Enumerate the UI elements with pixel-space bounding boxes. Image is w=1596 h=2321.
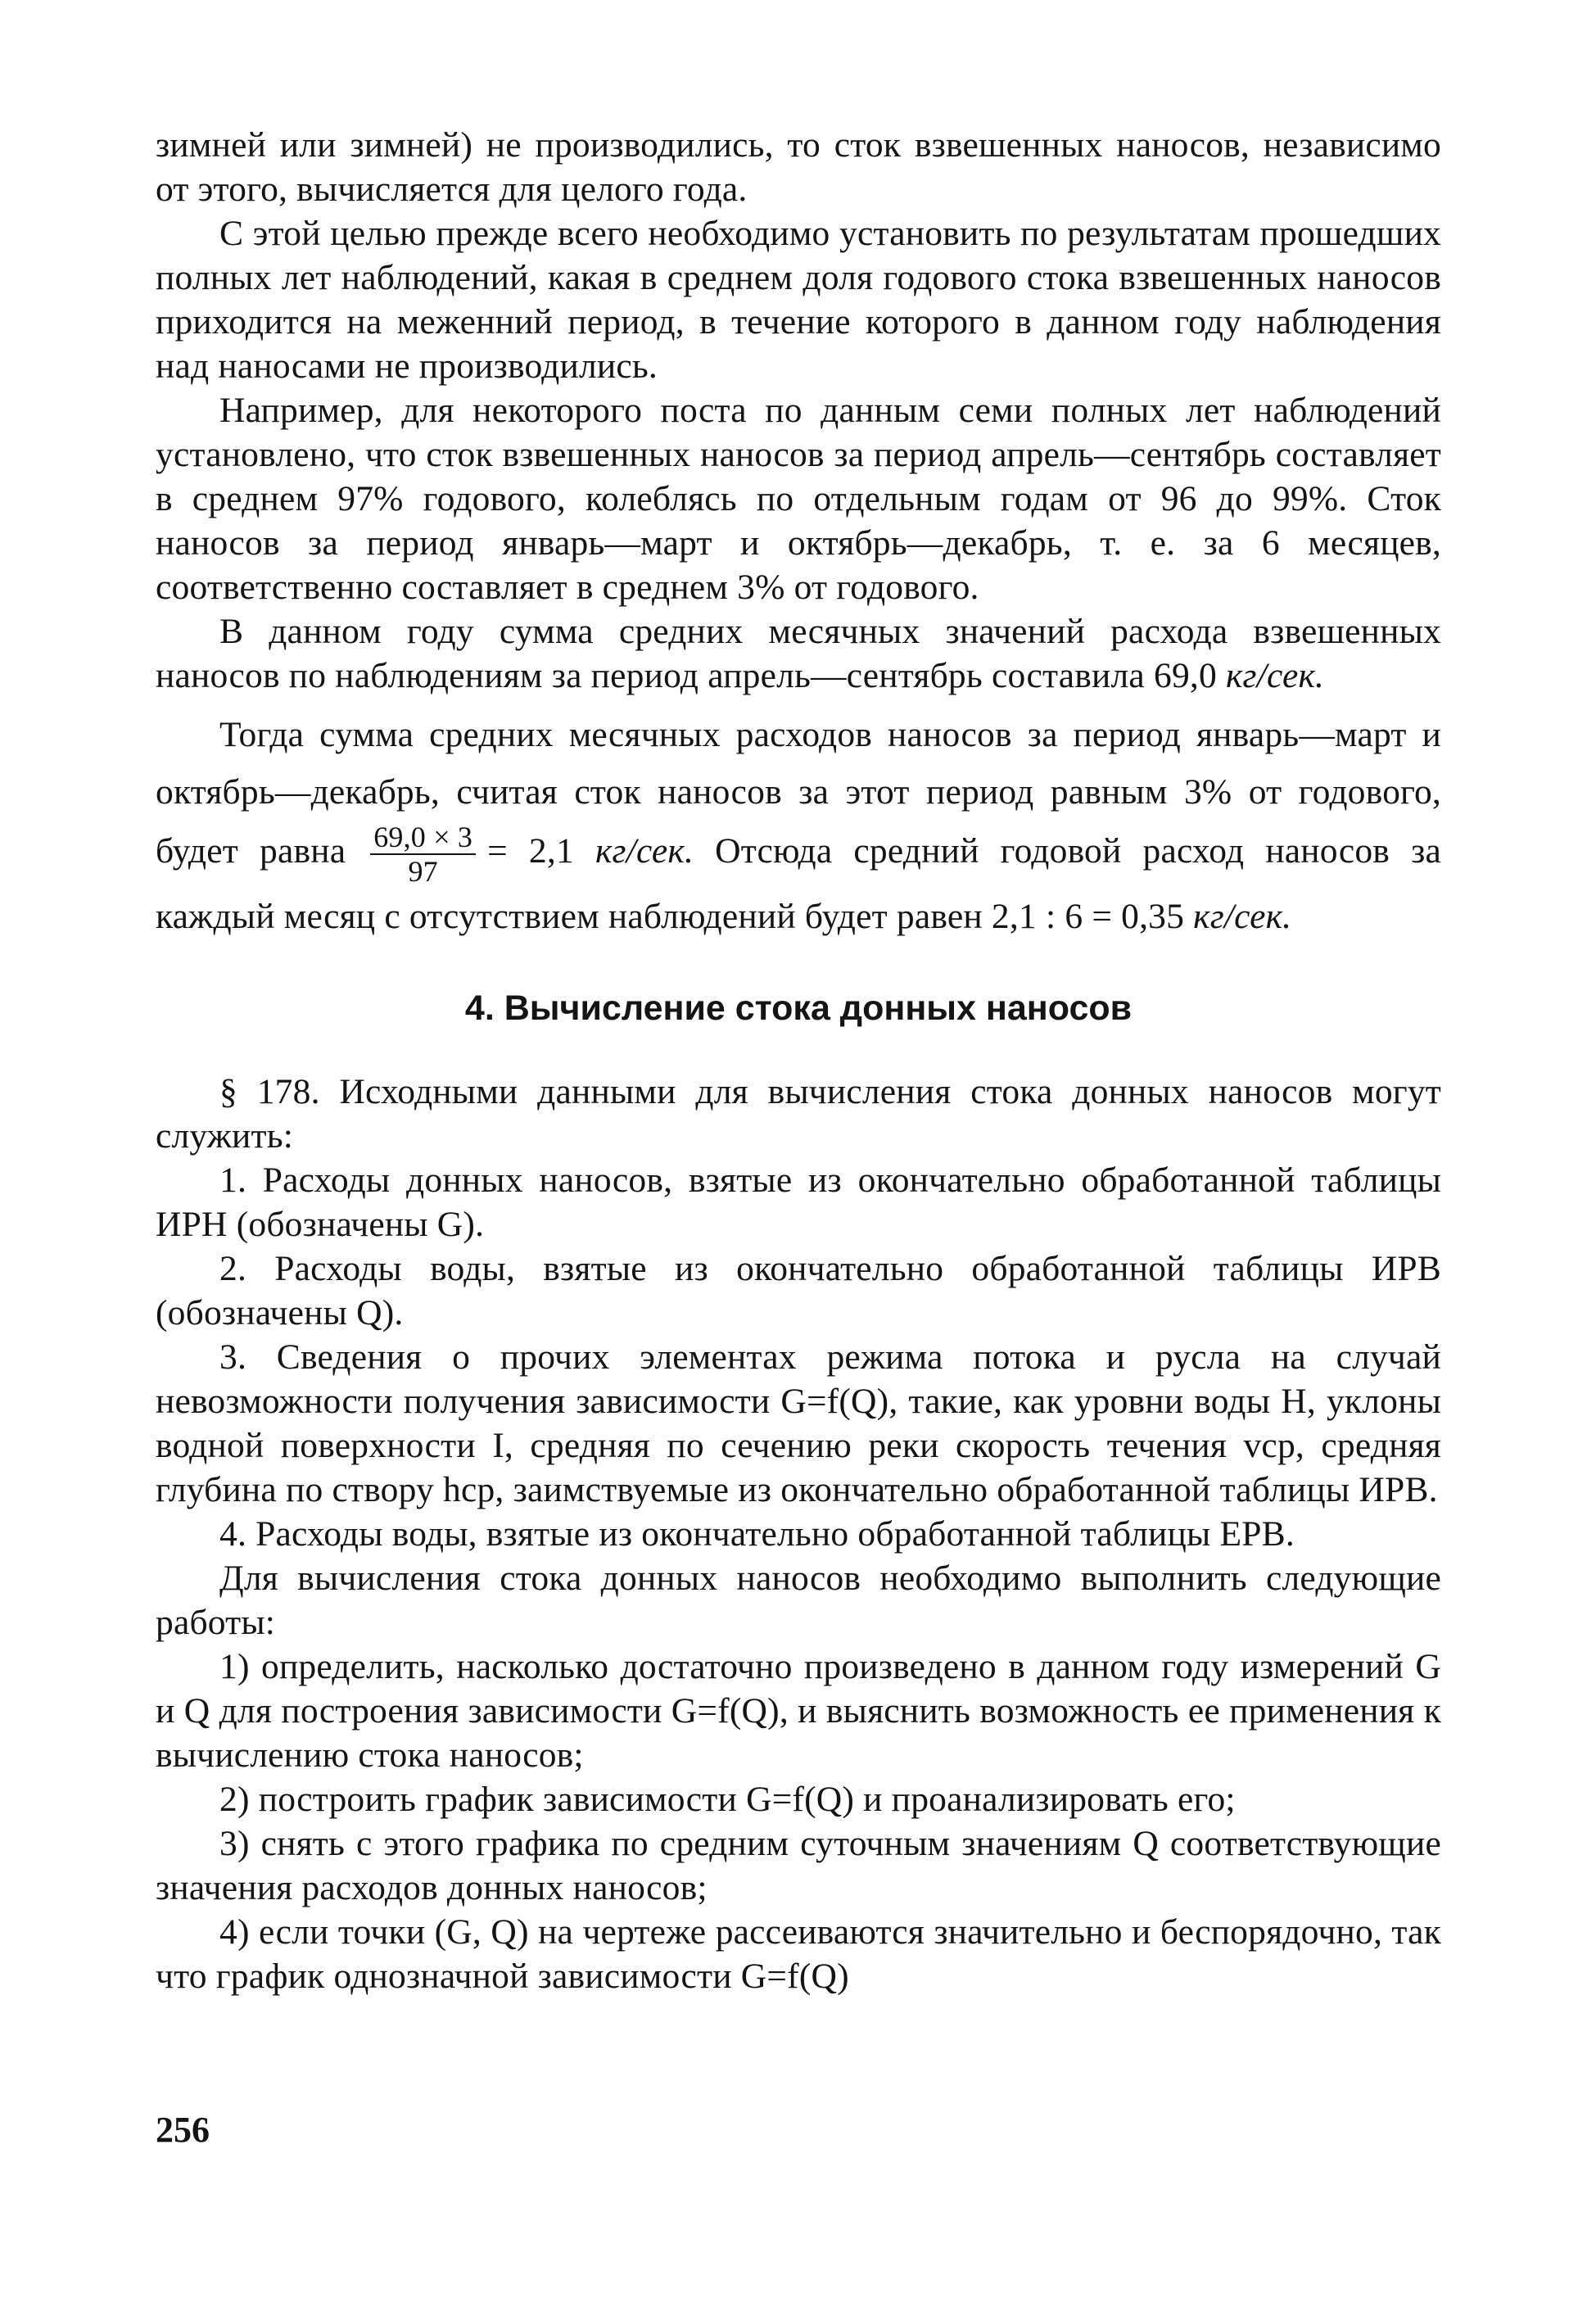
unit-kg-per-sec: кг/сек. bbox=[1226, 656, 1325, 695]
section-heading: 4. Вычисление стока донных наносов bbox=[464, 989, 1133, 1028]
paragraph-continuation: зимней или зимней) не производились, то сток взвешенных наносов, независимо от этого, вычисляется для целого года. bbox=[156, 125, 1441, 209]
task-item: 4) если точки (G, Q) на чертеже рассеиваются значительно и беспорядочно, так что график однозначной зависимости G=f(Q) bbox=[156, 1912, 1441, 1996]
paragraph-formula-text: Тогда сумма средних месячных расходов наносов за период январь—март и октябрь—декабрь, считая сток наносов за этот период равным 3% от годового, будет равна bbox=[156, 715, 1441, 871]
unit-kg-per-sec: кг/сек. bbox=[1193, 897, 1292, 936]
fraction bbox=[370, 821, 476, 888]
paragraph-formula bbox=[156, 706, 1441, 945]
fraction-numerator: 69,0 × 3 bbox=[370, 821, 476, 855]
paragraph-tasks-intro: Для вычисления стока донных наносов необходимо выполнить следующие работы: bbox=[156, 1559, 1441, 1642]
paragraph-purpose: С этой целью прежде всего необходимо установить по результатам прошедших полных лет наблюдений, какая в среднем доля годового стока взвешенных наносов приходится на меженний период, в течение которого в данном году наблюдения над наносами не производились. bbox=[156, 214, 1441, 386]
formula-result: = 2,1 bbox=[487, 830, 574, 871]
paragraph-example: Например, для некоторого поста по данным семи полных лет наблюдений установлено, что сток взвешенных наносов за период апрель—сентябрь составляет в среднем 97% годового, колеблясь по отдельным годам от 96 до 99%. Сток наносов за период январь—март и октябрь—декабрь, т. е. за 6 месяцев, соответственно составляет в среднем 3% от годового. bbox=[156, 391, 1441, 607]
paragraph-section-intro: § 178. Исходными данными для вычисления стока донных наносов могут служить: bbox=[156, 1072, 1441, 1156]
list-item: 3. Сведения о прочих элементах режима потока и русла на случай невозможности получения зависимости G=f(Q), такие, как уровни воды H, уклоны водной поверхности I, средняя по сечению реки скорость течения vср, средняя глубина по створу hср, заимствуемые из окончательно обработанной таблицы ИРВ. bbox=[156, 1337, 1441, 1509]
unit-kg-per-sec: кг/сек. bbox=[595, 830, 694, 871]
list-item: 1. Расходы донных наносов, взятые из окончательно обработанной таблицы ИРН (обозначены G). bbox=[156, 1160, 1441, 1244]
task-item: 1) определить, насколько достаточно произведено в данном году измерений G и Q для построения зависимости G=f(Q), и выяснить возможность ее применения к вычислению стока наносов; bbox=[156, 1647, 1441, 1775]
list-item: 4. Расходы воды, взятые из окончательно обработанной таблицы ЕРВ. bbox=[219, 1514, 1295, 1554]
list-item: 2. Расходы воды, взятые из окончательно обработанной таблицы ИРВ (обозначены Q). bbox=[156, 1249, 1441, 1332]
paragraph-sum-text: В данном году сумма средних месячных значений расхода взвешенных наносов по наблюдениям за период апрель—сентябрь составила 69,0 bbox=[156, 612, 1441, 695]
paragraph-formula-rest: Отсюда средний годовой расход наносов за каждый месяц с отсутствием наблюдений будет равен 2,1 : 6 = 0,35 bbox=[156, 830, 1441, 936]
paragraph-sum bbox=[156, 609, 1441, 698]
page-content bbox=[156, 123, 1441, 1998]
task-item: 2) построить график зависимости G=f(Q) и проанализировать его; bbox=[219, 1780, 1236, 1819]
fraction-denominator: 97 bbox=[408, 855, 438, 888]
page-number: 256 bbox=[156, 2110, 210, 2150]
task-item: 3) снять с этого графика по средним суточным значениям Q соответствующие значения расходов донных наносов; bbox=[156, 1824, 1441, 1907]
